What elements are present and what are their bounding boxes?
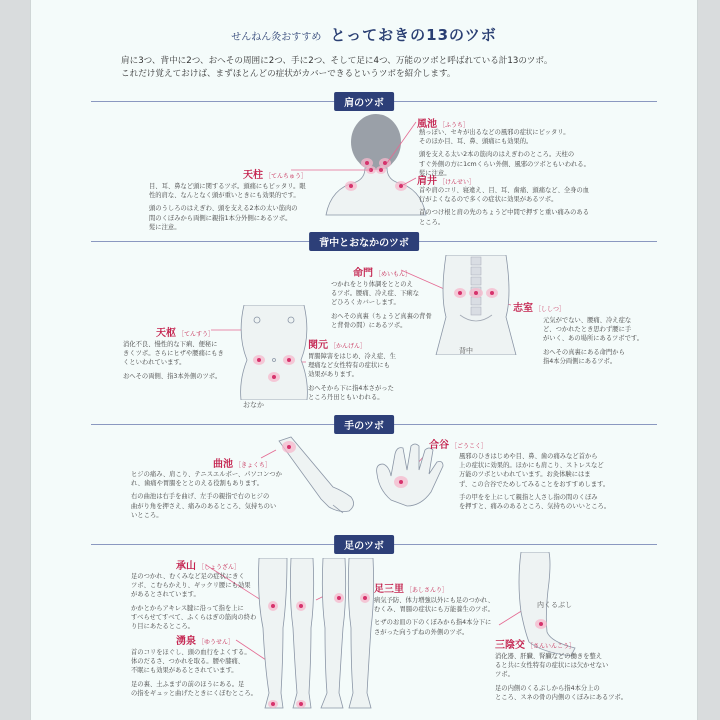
desc-line: くといわれています。 — [123, 359, 186, 367]
desc-line: 右の曲池は右手を曲げ、左手の親指で右のヒジの — [131, 493, 270, 501]
desc-line: ると共に女性特有の症状には欠かせない — [495, 662, 609, 670]
section-heading-back: 背中とおなかのツボ — [309, 232, 419, 251]
point-reading: ［めいもん］ — [375, 271, 412, 278]
desc-line: おへそから下に指4本さがった — [308, 384, 394, 392]
point-name: 命門 — [353, 268, 373, 279]
desc-line: 間のくぼみから両側に親指1本分外側にあるツボ。 — [149, 214, 292, 222]
desc-line: り目にあたるところ。 — [131, 623, 194, 631]
point-desc-kangen — [308, 352, 418, 402]
desc-line: 病気予防、体力増強以外にも足のつかれ、 — [374, 597, 495, 604]
point-reading: ［かんげん］ — [330, 343, 367, 350]
point-reading: ［てんすう］ — [178, 331, 215, 338]
desc-line: がいく、あの場所にあるツボです。 — [543, 335, 643, 343]
desc-line: 足のつかれ、むくみなど足の症状にきく — [131, 573, 245, 580]
desc-line: 髪に注意。 — [149, 223, 181, 231]
desc-line: 首のつけ根と肩の先のちょうど中間で押すと重い痛みのある — [419, 209, 590, 217]
point-desc-kensei — [419, 186, 619, 227]
point-desc-fuchi — [419, 128, 619, 178]
desc-line: ところ。 — [419, 218, 445, 226]
desc-line: れ、歯痛や胃腸をととのえる役割もあります。 — [131, 480, 264, 488]
desc-line: 不眠にも効果があるとされています。 — [131, 667, 238, 675]
point-name: 天柱 — [243, 170, 263, 181]
desc-line: 元気がでない、腰痛、冷え症な — [543, 317, 632, 324]
desc-line: 体のだるさ、つかれを取る。腰や膝痛、 — [131, 658, 245, 666]
desc-line: どひろくカバーします。 — [331, 299, 400, 307]
desc-line: さがった向うずねの外側のツボ。 — [374, 628, 469, 636]
point-name: 湧泉 — [176, 636, 196, 647]
desc-line: すべらせてすべて、ふくらはぎの筋肉の終わ — [131, 613, 257, 621]
point-label-tenchu — [243, 166, 307, 181]
point-label-goukoku — [429, 436, 487, 451]
point-reading: ［てんちゅう］ — [265, 173, 308, 180]
desc-line: ところ、スネの骨の内側のくぼみにあるツボ。 — [495, 693, 628, 701]
desc-line: 頭を支える太い2本の筋肉のはえぎわのところ。天柱の — [419, 151, 575, 159]
desc-line: おへその真裏にある命門から — [543, 348, 625, 356]
desc-line: 万能のツボといわれています。お灸体験にはま — [459, 471, 591, 479]
point-name: 足三里 — [374, 584, 404, 595]
point-name: 風池 — [417, 119, 437, 130]
desc-line: 目、耳、鼻など頭に関するツボ。頭痛にもピッタリ。眼 — [149, 183, 306, 190]
desc-line: の指をギュッと曲げたときにくぼむところ。 — [131, 689, 257, 697]
back-illustration — [426, 255, 526, 355]
desc-line: きくツボ。さらにヒザや腰痛にもき — [123, 350, 224, 358]
desc-line: があるとされています。 — [131, 591, 200, 599]
point-reading: ［さんいんこう］ — [527, 643, 576, 650]
point-reading: ［しょうざん］ — [198, 564, 241, 571]
point-label-ashisanri — [374, 580, 448, 595]
caption-back: 背中 — [459, 347, 473, 355]
point-desc-shishitsu — [543, 316, 663, 366]
point-reading: ［けんせい］ — [439, 179, 476, 186]
section-heading-hand: 手のツボ — [334, 415, 394, 434]
desc-line: 首や肩のコリ、寝違え、目、耳、歯痛、頭痛など、全身の血 — [419, 187, 590, 194]
point-desc-meimon — [331, 280, 441, 330]
desc-line: るツボ。腰痛、冷え症、下痢な — [331, 290, 420, 298]
desc-line: 上の症状に効果的。ほかにも肩こり、ストレスなど — [459, 462, 604, 470]
desc-line: 風邪のひきはじめや目、鼻、歯の痛みなど首から — [459, 453, 598, 460]
point-reading: ［ししつ］ — [535, 306, 566, 313]
point-name: 天枢 — [156, 328, 176, 339]
desc-line: 指4本分両側にあるツボ。 — [543, 357, 617, 365]
desc-line: 曲がり角を押さえ、痛みのあるところ、気持ちのい — [131, 502, 277, 510]
desc-line: おへその真裏（ちょうど真裏の背骨 — [331, 312, 432, 320]
caption-inner-ankle: 内くるぶし — [537, 601, 572, 609]
desc-line: つかれをとり体調をととのえ — [331, 281, 413, 288]
point-desc-shozan — [131, 572, 271, 631]
desc-line: 髪に注意。 — [419, 169, 451, 177]
desc-line: ツボ。 — [495, 671, 514, 679]
desc-line: かかとからアキレス腱に沿って指を上に — [131, 604, 244, 612]
intro-line: これだけ覚えておけば、まずほとんどの症状がカバーできるというツボを紹介します。 — [121, 69, 456, 79]
section-heading-foot: 足のツボ — [334, 535, 394, 554]
point-name: 承山 — [176, 561, 196, 572]
desc-line: を押すと、痛みのあるところ、気持ちのいいところ。 — [459, 503, 611, 511]
desc-line: 消化器、肝臓、腎臓などの働きを整え — [495, 653, 603, 660]
title-prefix: せんねん灸おすすめ — [231, 32, 322, 43]
point-desc-sanyinko — [495, 652, 665, 702]
desc-line: いところ。 — [131, 511, 163, 519]
caption-belly: おなか — [243, 401, 264, 409]
page — [30, 0, 698, 720]
desc-line: ど、つかれたとき思わず腰に手 — [543, 326, 632, 334]
desc-line: 手の甲をを上にして親指と人さし指の間のくぼみ — [459, 493, 598, 501]
desc-line: 行がよくなるので多くの症状に効果があるツボ。 — [419, 196, 558, 204]
desc-line: おへその両側、指3本外側のツボ。 — [123, 372, 222, 380]
point-label-meimon — [353, 264, 411, 279]
desc-line: ツボ、こむらかえり、ギックリ腰にも効果 — [131, 582, 251, 590]
point-name: 志室 — [513, 303, 533, 314]
point-desc-goukoku — [459, 452, 659, 511]
point-label-shishitsu — [513, 299, 565, 314]
desc-line: ヒジの痛み、肩こり、テニスエルボー、パソコンつか — [131, 471, 282, 478]
section-heading-shoulder: 肩のツボ — [334, 92, 394, 111]
intro-line: 肩に3つ、背中に2つ、おへその周囲に2つ、手に2つ、そして足に4つ、万能のツボと呼ばれている計13のツボ。 — [121, 56, 553, 66]
point-desc-tensu — [123, 340, 243, 381]
desc-line: 胃腸障害をはじめ、冷え症、生 — [308, 353, 396, 360]
point-label-shozan — [176, 557, 240, 572]
desc-line: ず、この合谷でためしてみることをおすすめします。 — [459, 480, 610, 488]
point-desc-kyokuchi — [131, 470, 311, 520]
point-name: 合谷 — [429, 440, 449, 451]
point-name: 曲池 — [213, 459, 233, 470]
desc-line: 理痛など女性特有の症状にも — [308, 362, 390, 370]
desc-line: ところ丹田ともいわれる。 — [308, 393, 384, 401]
desc-line: 足の裏、土ふまずの前のほうにある。足 — [131, 680, 245, 688]
point-name: 関元 — [308, 340, 328, 351]
point-name: 三陰交 — [495, 640, 525, 651]
desc-line: むくみ、胃腸の症状にも万能養生のツボ。 — [374, 606, 494, 614]
desc-line: 頭のうしろのはえぎわ、頭を支える2本の太い筋肉の — [149, 205, 298, 213]
point-reading: ［ごうこく］ — [451, 443, 488, 450]
point-name: 肩井 — [417, 176, 437, 187]
desc-line: すぐ外側の方に1cmくらい外側、風邪のツボともいわれる。 — [419, 160, 590, 168]
desc-line: ヒザのお皿の下のくぼみから指4本分下に — [374, 619, 492, 627]
point-reading: ［きょくち］ — [235, 462, 272, 469]
title-main: とっておきの13のツボ — [330, 26, 497, 44]
point-reading: ［ゆうせん］ — [198, 639, 235, 646]
point-desc-ashisanri — [374, 596, 524, 637]
point-label-kyokuchi — [213, 455, 271, 470]
desc-line: と背骨の間）にあるツボ。 — [331, 321, 407, 329]
point-desc-yusen — [131, 648, 271, 698]
desc-line: そのほか目、耳、鼻、頭痛にも効果的。 — [419, 138, 533, 146]
point-label-yusen — [176, 632, 234, 647]
desc-line: 効果があります。 — [308, 371, 358, 379]
point-reading: ［ふうち］ — [439, 122, 470, 129]
desc-line: 性的肩な、なんとなく頭が重いときにも効果的です。 — [149, 192, 300, 200]
point-label-kangen — [308, 336, 366, 351]
point-label-tensu — [156, 324, 214, 339]
point-label-sanyinko — [495, 636, 575, 651]
desc-line: 消化不良、慢性的な下痢、便秘に — [123, 341, 218, 348]
desc-line: 首のコリをほぐし、頭の血行をよくする。 — [131, 649, 251, 656]
desc-line: 足の内側のくるぶしから指4本分上の — [495, 684, 600, 692]
point-label-kensei — [417, 172, 475, 187]
point-desc-tenchu — [149, 182, 339, 232]
desc-line: 熱っぽい、セキが出るなどの風邪の症状にピッタリ。 — [419, 129, 570, 136]
point-reading: ［あしさんり］ — [406, 587, 449, 594]
